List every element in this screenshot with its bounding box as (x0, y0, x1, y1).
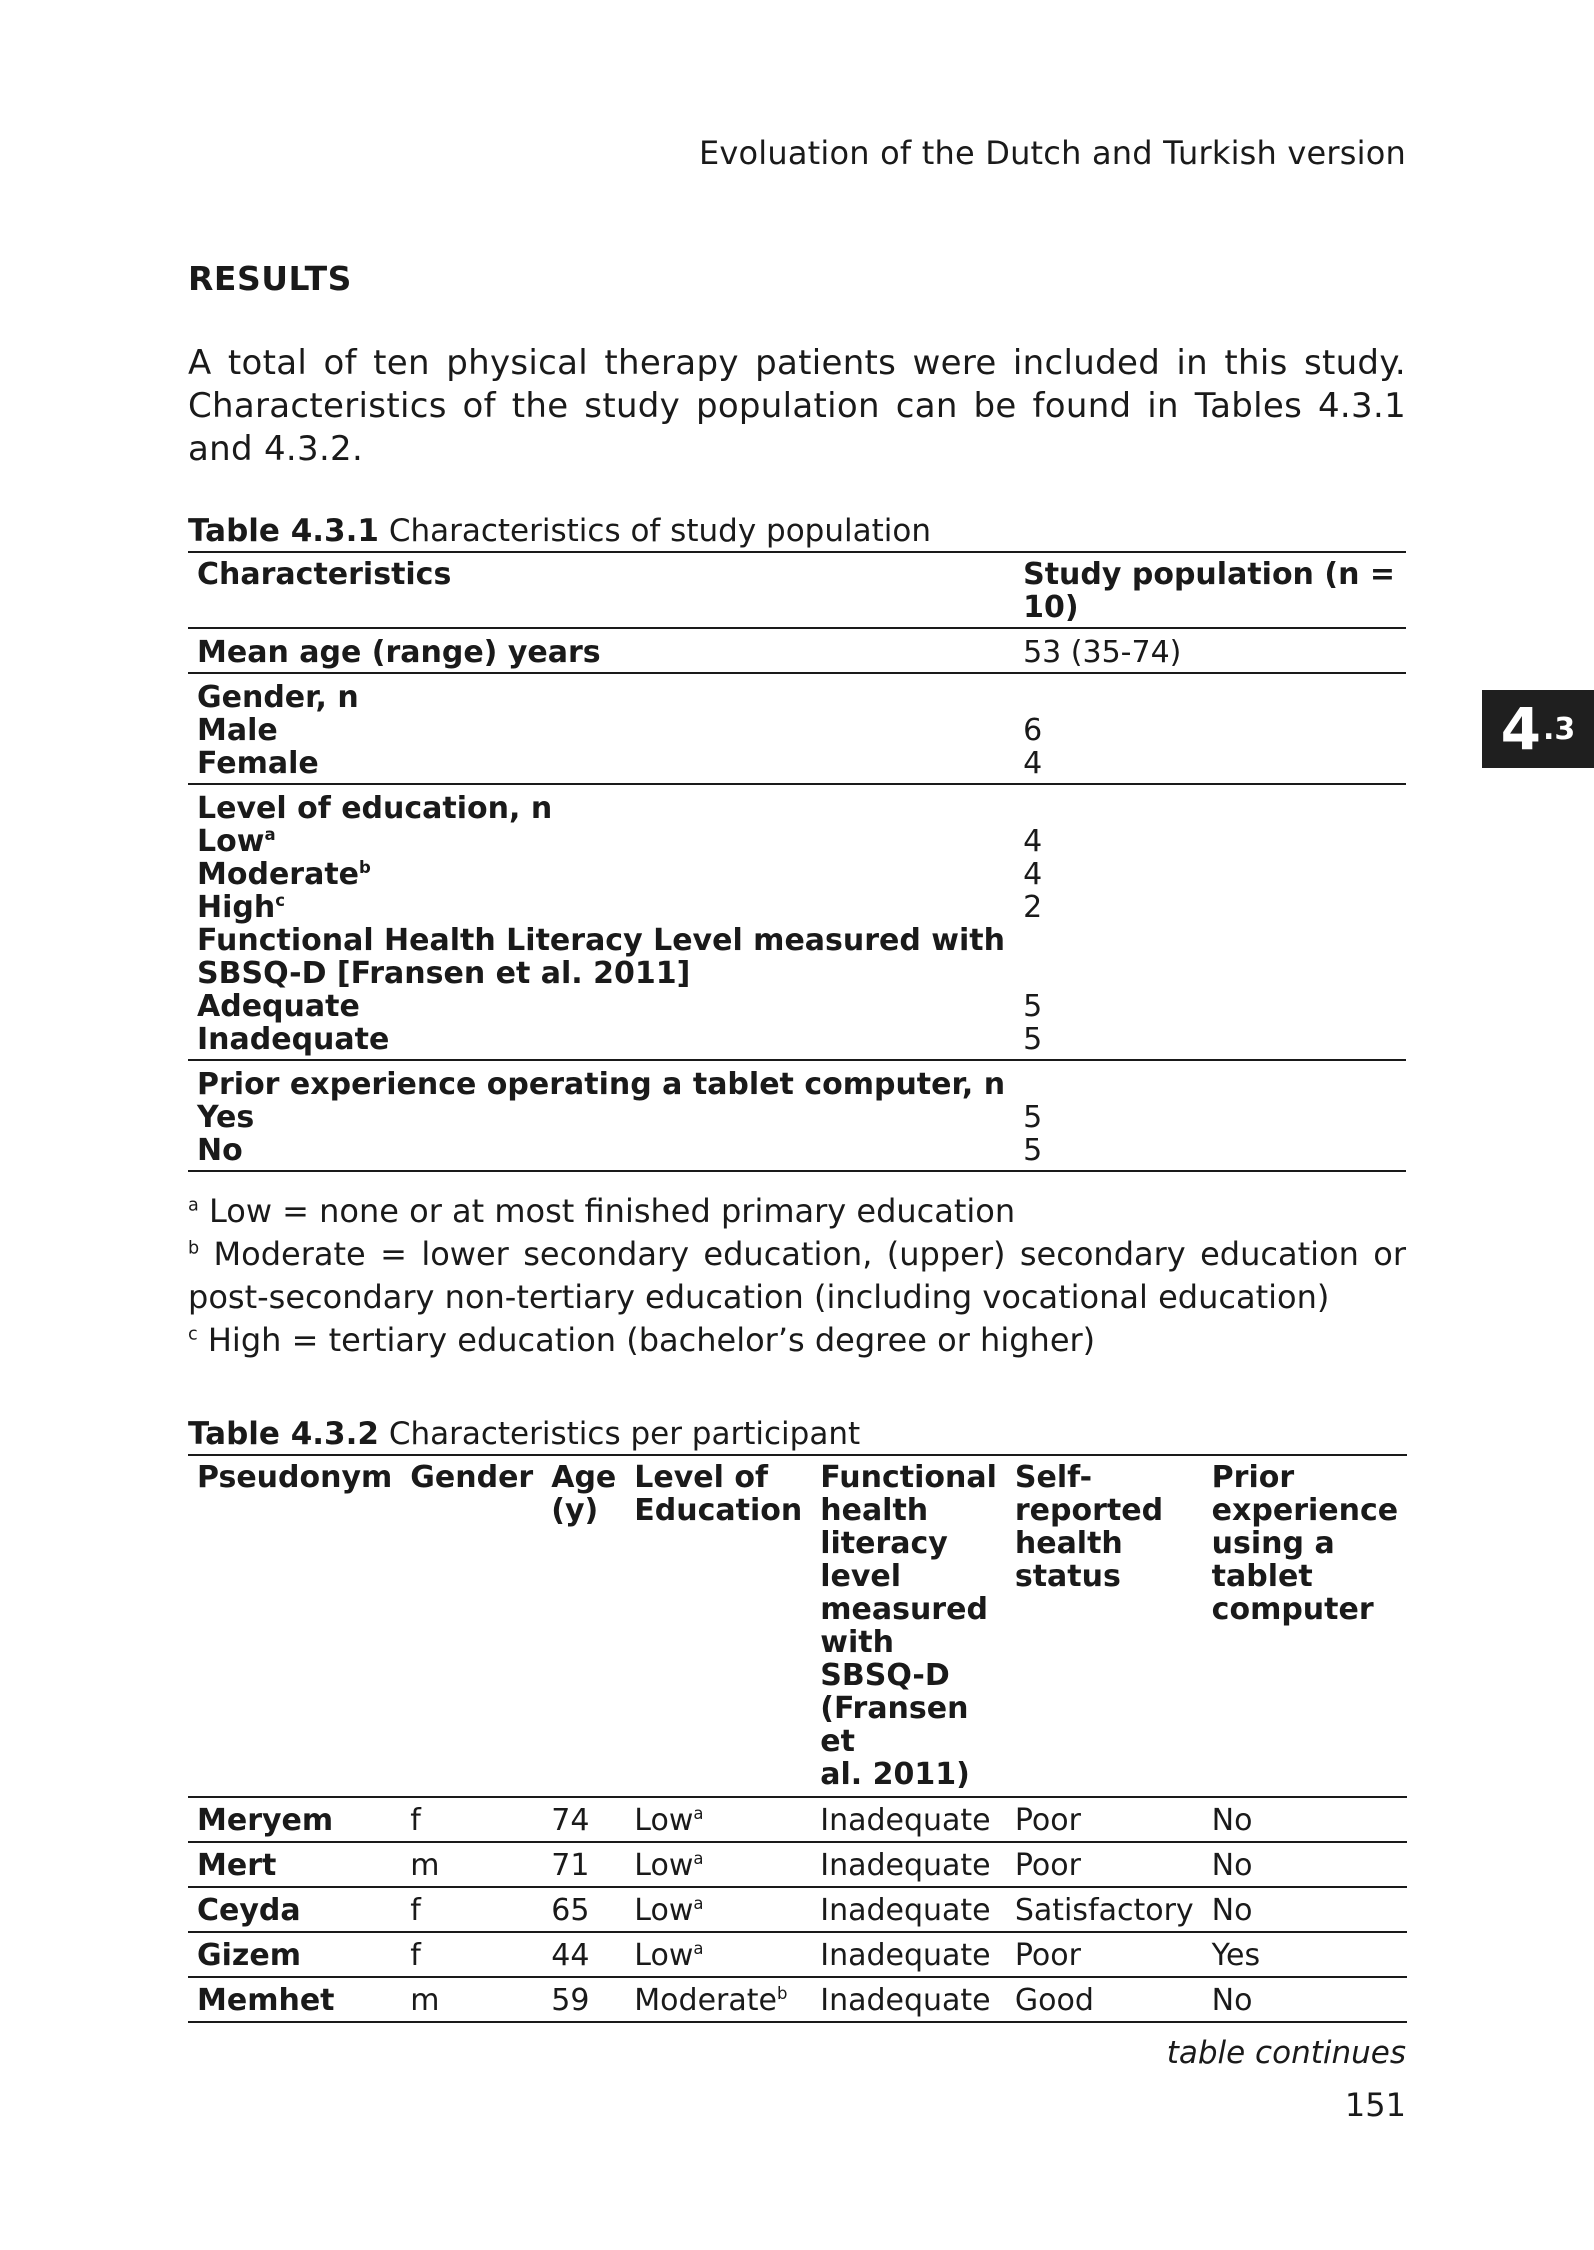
table-row (188, 1887, 1407, 1932)
cell-prior-experience: No (1203, 1797, 1407, 1842)
cell-functional-health-literacy: Inadequate (811, 1797, 1006, 1842)
cell-pseudonym: Ceyda (188, 1887, 401, 1932)
moderate-value: 4 (1023, 857, 1043, 892)
table1-group-education (188, 784, 1406, 1060)
gender-label: Gender, n (197, 680, 359, 715)
table1-caption (188, 511, 1406, 551)
table1-group-gender (188, 673, 1406, 784)
cell-education: Low$^a$ (625, 1932, 811, 1977)
col-age: Age (y) (542, 1455, 625, 1797)
inadequate-label: Inadequate (197, 1022, 390, 1057)
footnote-c: $^c$ High = tertiary education (bachelor’s degree or higher) (188, 1321, 1096, 1359)
table-row (188, 1932, 1407, 1977)
table-participants (188, 1454, 1407, 2023)
col-education: Level of Education (625, 1455, 811, 1797)
cell-functional-health-literacy: Inadequate (811, 1932, 1006, 1977)
yes-value: 5 (1023, 1100, 1043, 1135)
cell-age: 65 (542, 1887, 625, 1932)
cell-gender: f (401, 1797, 542, 1842)
male-label: Male (197, 713, 278, 748)
cell-gender: m (401, 1842, 542, 1887)
table1-caption-text: Characteristics of study population (378, 513, 931, 549)
cell-age: 74 (542, 1797, 625, 1842)
cell-gender: m (401, 1977, 542, 2022)
cell-gender: f (401, 1887, 542, 1932)
cell-gender: f (401, 1932, 542, 1977)
page-content (188, 258, 1406, 2071)
cell-self-reported-health: Good (1006, 1977, 1203, 2022)
female-value: 4 (1023, 746, 1043, 781)
table1-caption-label: Table 4.3.1 (188, 513, 379, 549)
high-label: High$^c$ (197, 890, 286, 925)
table-row (188, 1842, 1407, 1887)
low-label: Low$^a$ (197, 824, 276, 859)
col-functional-health-literacy: Functional health literacy level measured with SBSQ-D (Fransen et al. 2011) (811, 1455, 1006, 1797)
cell-age: 71 (542, 1842, 625, 1887)
section-heading: RESULTS (188, 259, 352, 298)
table2-caption-label: Table 4.3.2 (188, 1416, 379, 1452)
table-study-population (188, 551, 1406, 1172)
cell-pseudonym: Meryem (188, 1797, 401, 1842)
cell-self-reported-health: Satisfactory (1006, 1887, 1203, 1932)
fhl-label-line1: Functional Health Literacy Level measured with (197, 923, 1006, 958)
chapter-tab-major: 4 (1500, 695, 1542, 763)
intro-paragraph: A total of ten physical therapy patients were included in this study. Characteristics of the study population can be found in Tables 4.3.1 and 4.3.2. (188, 343, 1406, 469)
col-self-reported-health: Self- reported health status (1006, 1455, 1203, 1797)
cell-education: Low$^a$ (625, 1887, 811, 1932)
yes-label: Yes (197, 1100, 255, 1135)
cell-functional-health-literacy: Inadequate (811, 1842, 1006, 1887)
footnote-b: $^b$ Moderate = lower secondary education, (upper) secondary education or post-secondary non-tertiary education (including vocational education) (188, 1235, 1406, 1316)
running-header: Evoluation of the Dutch and Turkish version (698, 134, 1406, 172)
col-pseudonym: Pseudonym (188, 1455, 401, 1797)
table1-col-characteristics: Characteristics (188, 552, 1014, 628)
chapter-tab-minor: .3 (1543, 711, 1576, 747)
adequate-value: 5 (1023, 989, 1043, 1024)
female-label: Female (197, 746, 319, 781)
cell-age: 59 (542, 1977, 625, 2022)
cell-self-reported-health: Poor (1006, 1842, 1203, 1887)
no-value: 5 (1023, 1133, 1043, 1168)
table-row (188, 1797, 1407, 1842)
cell-self-reported-health: Poor (1006, 1932, 1203, 1977)
adequate-label: Adequate (197, 989, 360, 1024)
table2-body (188, 1797, 1407, 2022)
table1-footnotes (188, 1190, 1406, 1362)
table-continues-note: table continues (1166, 2035, 1406, 2071)
mean-age-label: Mean age (range) years (197, 635, 601, 670)
inadequate-value: 5 (1023, 1022, 1043, 1057)
cell-functional-health-literacy: Inadequate (811, 1887, 1006, 1932)
education-label: Level of education, n (197, 791, 553, 826)
cell-self-reported-health: Poor (1006, 1797, 1203, 1842)
table-row (188, 1977, 1407, 2022)
table2-caption-text: Characteristics per participant (378, 1416, 861, 1452)
cell-prior-experience: No (1203, 1977, 1407, 2022)
cell-pseudonym: Memhet (188, 1977, 401, 2022)
footnote-a: $^a$ Low = none or at most finished primary education (188, 1192, 1016, 1230)
cell-functional-health-literacy: Inadequate (811, 1977, 1006, 2022)
mean-age-value: 53 (35-74) (1023, 635, 1182, 670)
col-prior-experience: Prior experience using a tablet computer (1203, 1455, 1407, 1797)
low-value: 4 (1023, 824, 1043, 859)
cell-pseudonym: Mert (188, 1842, 401, 1887)
cell-education: Moderate$^b$ (625, 1977, 811, 2022)
cell-prior-experience: No (1203, 1842, 1407, 1887)
table1-group-age (188, 628, 1406, 673)
high-value: 2 (1023, 890, 1043, 925)
table2-header-row (188, 1455, 1407, 1797)
cell-pseudonym: Gizem (188, 1932, 401, 1977)
cell-education: Low$^a$ (625, 1797, 811, 1842)
col-gender: Gender (401, 1455, 542, 1797)
cell-prior-experience: Yes (1203, 1932, 1407, 1977)
moderate-label: Moderate$^b$ (197, 857, 371, 892)
cell-age: 44 (542, 1932, 625, 1977)
table1-group-prior-experience (188, 1060, 1406, 1171)
prior-label: Prior experience operating a tablet computer, n (197, 1067, 1006, 1102)
table1-header-row (188, 552, 1406, 628)
fhl-label-line2: SBSQ-D [Fransen et al. 2011] (197, 956, 691, 991)
table1-col-study-population: Study population (n = 10) (1014, 552, 1406, 628)
chapter-tab (1482, 690, 1594, 768)
cell-education: Low$^a$ (625, 1842, 811, 1887)
table2-caption (188, 1414, 1406, 1454)
page-number: 151 (1344, 2086, 1406, 2124)
male-value: 6 (1023, 713, 1043, 748)
no-label: No (197, 1133, 243, 1168)
cell-prior-experience: No (1203, 1887, 1407, 1932)
